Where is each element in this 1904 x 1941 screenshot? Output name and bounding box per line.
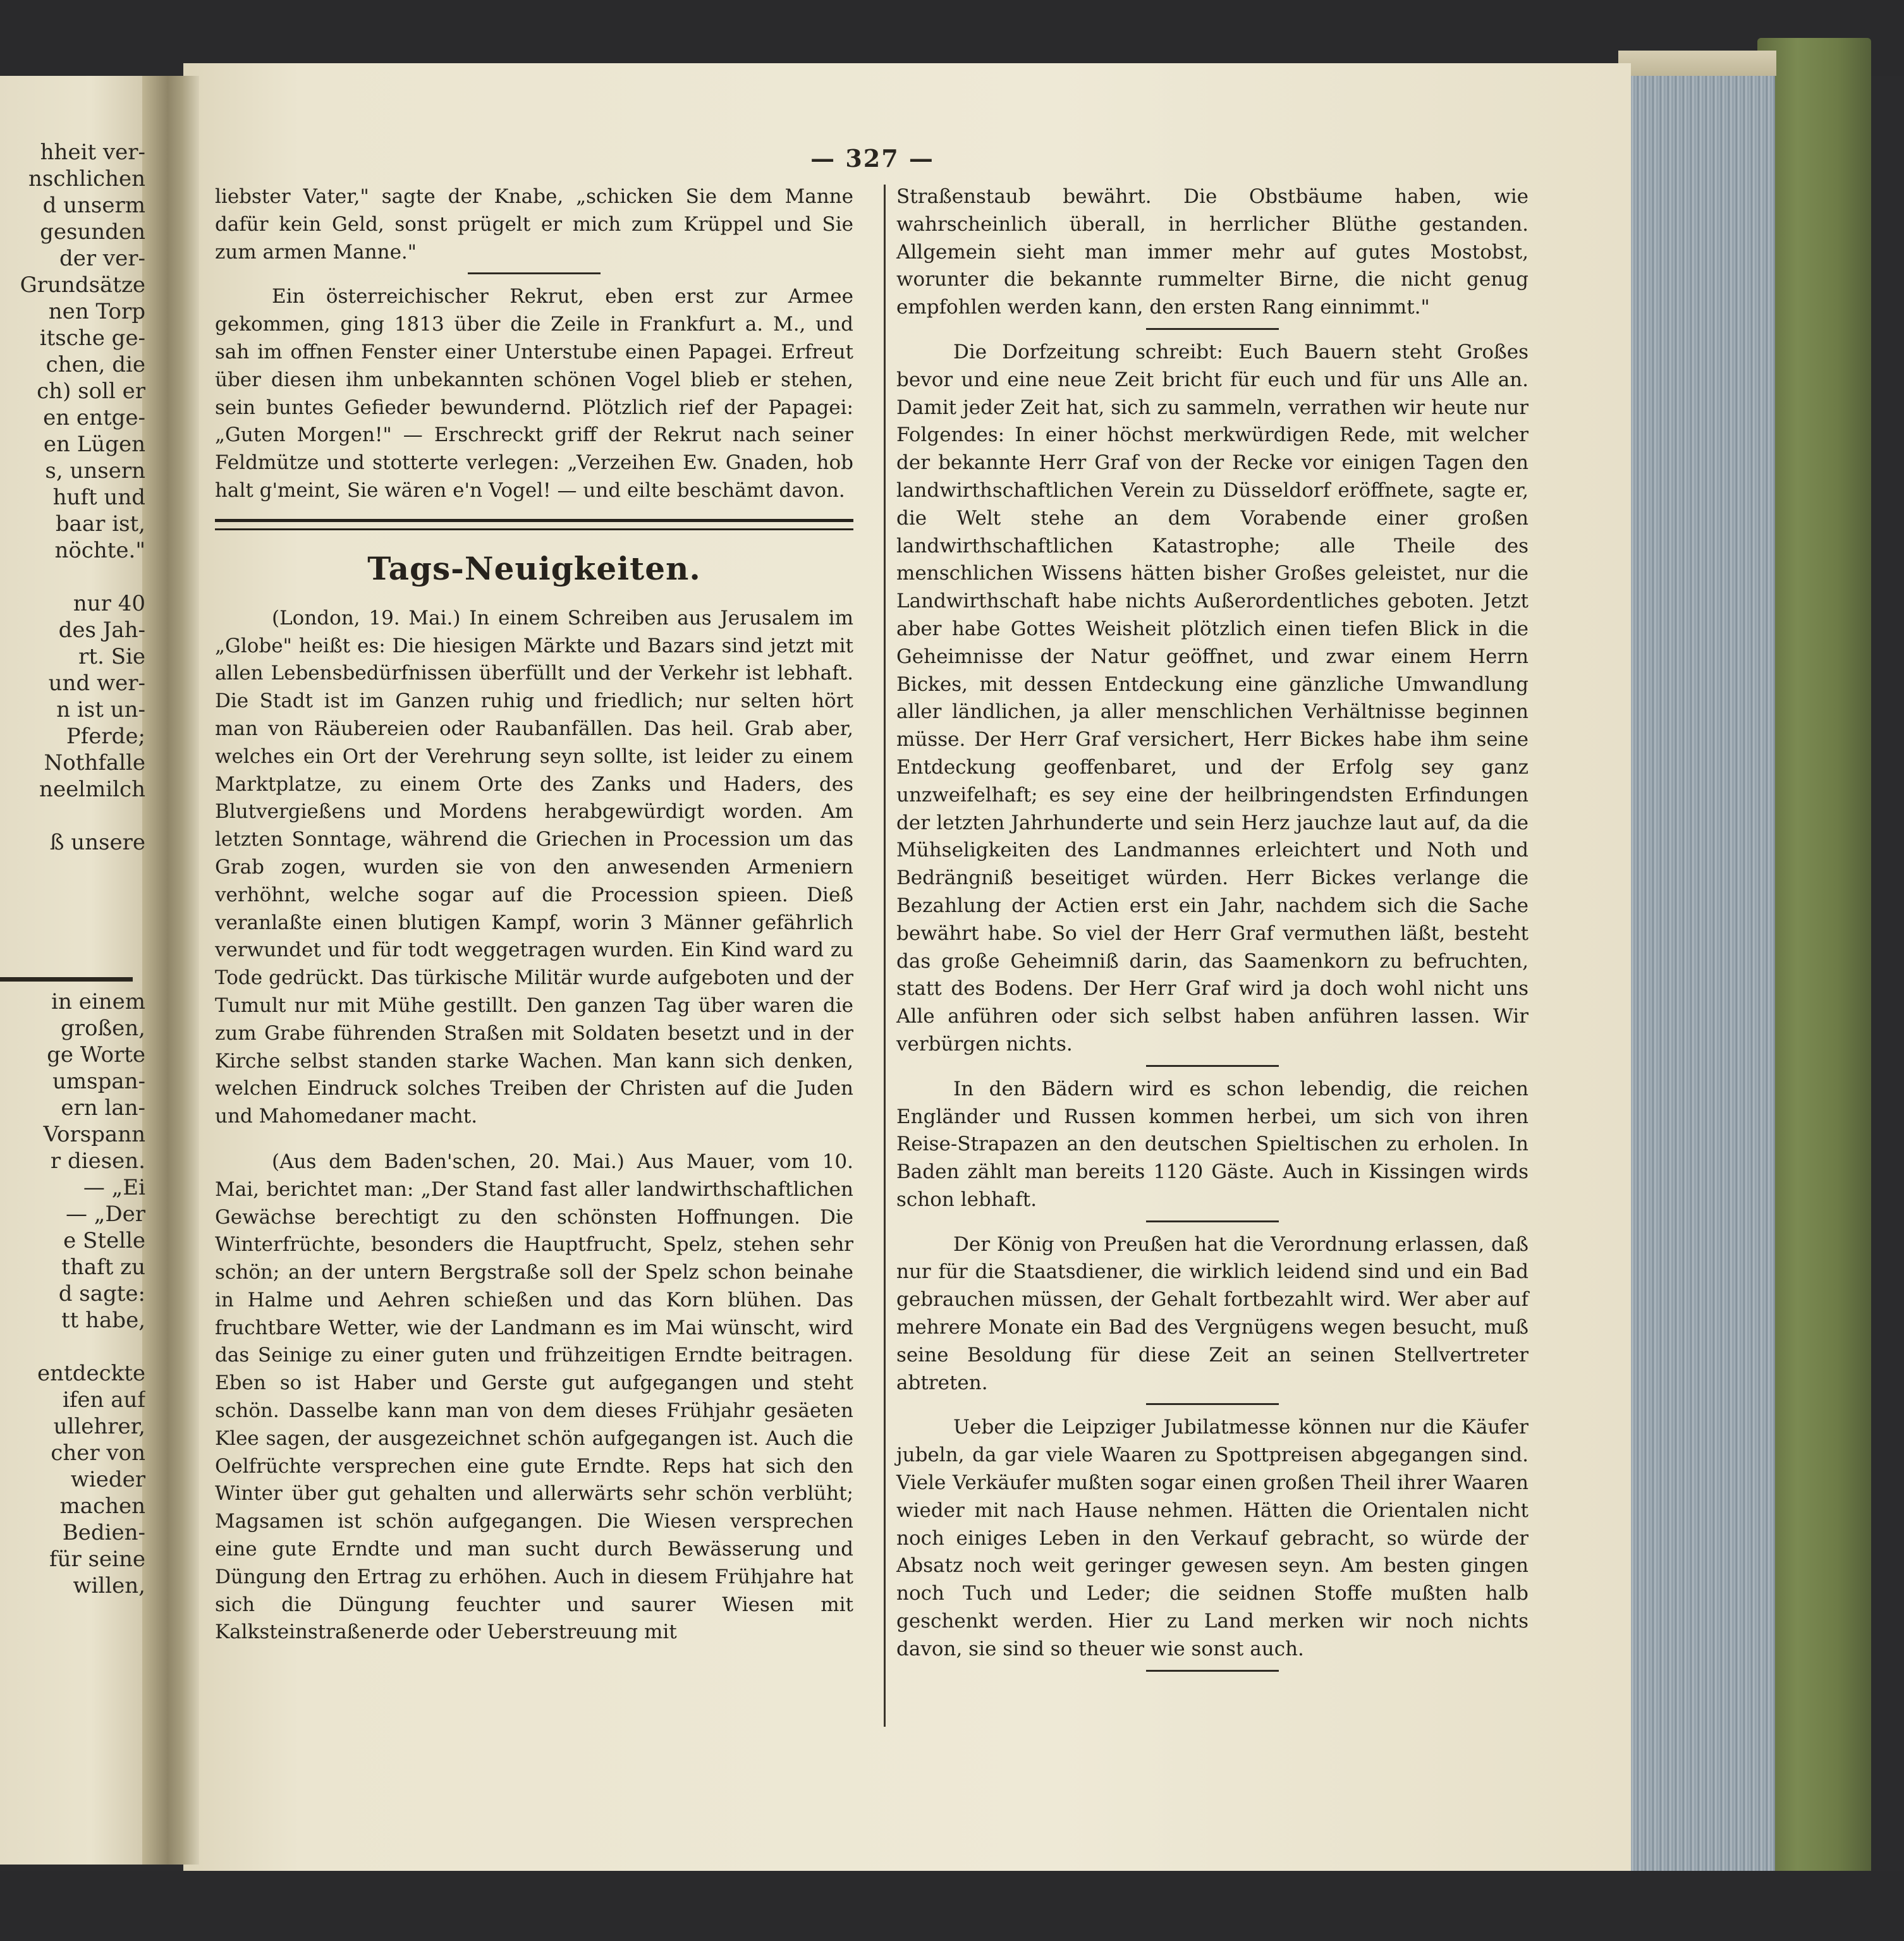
left-page-fragment-line: willen, [73,1573,145,1598]
scan-background-bottom [0,1871,1904,1941]
page-number: — 327 — [810,144,934,173]
left-page-fragment-line: großen, [60,1016,145,1041]
left-page-fragment-line: s, unsern [45,458,145,484]
left-page-fragment-line: in einem [51,989,145,1014]
paragraph-preussen: Der König von Preußen hat die Verordnung erlassen, daß nur für die Staatsdiener, die wirklich leidend sind und ein Bad gebrauchen müssen, der Gehalt fortbezahlt wird. Wer aber auf mehrere Monate ein Bad des Vergnügens wegen besucht, muß seine Besoldung für diese Zeit an seinen Stellvertreter abtreten. [896,1232,1529,1394]
left-page-fragment-line: machen [59,1494,145,1519]
paragraph-strassenstaub: Straßenstaub bewährt. Die Obstbäume haben, wie wahrscheinlich überall, in herrlicher Blüthe gestanden. Allgemein sieht man immer mehr auf gutes Mostobst, worunter die bekannte rummelter Birne, die nicht genug empfohlen werden kann, den ersten Rang einnimmt." [896,185,1529,319]
left-page-fragment-line: für seine [49,1547,145,1572]
paragraph-leipzig: Ueber die Leipziger Jubilatmesse können nur die Käufer jubeln, da gar viele Waaren zu Spottpreisen abgegangen sind. Viele Verkäufer mußten sogar einen großen Theil ihrer Waaren wieder mit nach Hause nehmen. Hätten die Orientalen nicht noch einiges Leben in den Verkauf gebracht, so würde der Absatz noch weit geringer gewesen seyn. Am besten gingen noch Tuch und Leder; die seidnen Stoffe mußten halb geschenkt werden. Hier zu Land merken wir noch nichts davon, sie sind so theuer wie sonst auch. [896,1416,1529,1660]
separator-rule [468,272,601,274]
section-double-rule [215,519,853,530]
left-page-fragment-line: ifen auf [62,1387,145,1413]
left-page-fragment-line: d sagte: [58,1281,145,1306]
left-page-text-fragments [0,139,145,1599]
left-page-rule [0,977,133,982]
book-page-edges [1625,51,1775,1877]
left-page-fragment-line: itsche ge- [39,326,145,351]
left-page-fragment-line: r diesen. [50,1148,145,1174]
separator-rule [1146,1065,1279,1067]
left-page-fragment-line: nen Torp [48,299,145,324]
left-page-fragment-line: tt habe, [61,1308,145,1333]
separator-rule [1146,328,1279,330]
section-title: Tags-Neuigkeiten. [367,549,701,587]
book-page-edges-top [1618,51,1776,76]
left-page-fragment-line: gesunden [40,219,145,245]
left-page-fragment-line: ern lan- [61,1095,145,1121]
left-page-fragment-line: nöchte." [54,538,145,563]
left-page-fragment-line: cher von [51,1440,145,1466]
left-page-fragment-line: Grundsätze [20,272,145,298]
left-page-fragment-line: en entge- [43,405,145,430]
separator-rule [1146,1670,1279,1672]
separator-rule [1146,1220,1279,1222]
left-page-fragment-line: d unserm [42,193,145,218]
left-page-fragment-line: rt. Sie [78,644,145,669]
left-page-fragment-line: neelmilch [39,777,145,802]
left-page-fragment-line [0,882,145,909]
left-page-fragment-line: ge Worte [47,1042,145,1068]
left-page-fragment-line [0,935,145,962]
book-gutter [142,76,199,1865]
left-page-fragment-line: ch) soll er [37,379,145,404]
paragraph-gap [215,1131,853,1148]
left-page-fragment-line: und wer- [48,671,145,696]
left-page-fragment-line: der ver- [59,246,145,271]
left-page-fragment-line: Pferde; [66,724,145,749]
right-column [896,183,1529,1681]
left-page-fragment-line: Nothfalle [44,750,145,776]
left-page-fragment-line: chen, die [46,352,145,377]
left-column [215,183,853,1646]
left-page-fragment-line: thaft zu [61,1255,145,1280]
left-page-fragment-line: — „Der [65,1202,145,1227]
left-page-fragment-line: nschlichen [28,166,145,192]
left-page-fragment-line: baar ist, [55,511,145,537]
left-page-fragment-line: des Jah- [58,618,145,643]
left-page-fragment-line [0,856,145,882]
left-page-fragment-line: wieder [70,1467,145,1492]
left-page-fragment-line: en Lügen [43,432,145,457]
left-page-fragment-line: Bedien- [62,1520,145,1545]
left-page-fragment-line: ullehrer, [53,1414,145,1439]
left-page-fragment-line: entdeckte [37,1361,145,1386]
left-page-fragment-line: e Stelle [63,1228,145,1253]
left-page-fragment-line: hheit ver- [40,140,145,165]
left-page-fragment-line: n ist un- [56,697,145,722]
left-page-fragment-line: huft und [52,485,145,510]
left-page-fragment-line: — „Ei [83,1175,145,1200]
column-separator [884,185,886,1727]
paragraph-knabe: liebster Vater," sagte der Knabe, „schicken Sie dem Manne dafür kein Geld, sonst prügelt er mich zum Krüppel und Sie zum armen Manne." [215,185,853,264]
left-page-fragment-line: Vorspann [43,1122,145,1147]
left-page-fragment-line [0,564,145,590]
paragraph-baeder: In den Bädern wird es schon lebendig, die reichen Engländer und Russen kommen herbei, um sich von ihren Reise-Strapazen an den deutschen Spieltischen zu erholen. In Baden zählt man bereits 1120 Gäste. Auch in Kissingen wirds schon lebhaft. [896,1077,1529,1211]
left-page-fragment-line: umspan- [52,1069,145,1094]
paragraph-dorfzeitung: Die Dorfzeitung schreibt: Euch Bauern steht Großes bevor und eine neue Zeit bricht für euch und für uns Alle an. Damit jeder Zeit hat, sich zu sammeln, verrathen wir heute nur Folgendes: In einer höchst merkwürdigen Rede, mit welcher der bekannte Herr Graf von der Recke vor einigen Tagen den landwirthschaftlichen Verein zu Düsseldorf eröffnete, sagte er, die Welt stehe an dem Vorabende einer großen landwirthschaftlichen Katastrophe; alle Theile des menschlichen Wissens hätten bisher Großes geleistet, nur die Landwirthschaft habe nichts Außerordentliches geboten. Jetzt aber habe Gottes Weisheit plötzlich einen tiefen Blick in die Geheimnisse der Natur geöffnet, und zwar einem Herrn Bickes, mit dessen Entdeckung eine gänzliche Umwandlung aller ländlichen, ja aller menschlichen Verhältnisse beginnen müsse. Der Herr Graf versichert, Herr Bickes habe ihm seine Entdeckung geoffenbaret, und der Erfolg sey ganz unzweifelhaft; es sey eine der heilbringendsten Erfindungen der letzten Jahrhunderte und sein Herz jauchze laut auf, da die Mühseligkeiten des Landmannes erleichtert und Noth und Bedrängniß beseitiget würden. Herr Bickes verlange die Bezahlung der Actien erst ein Jahr, nachdem sich die Sache bewährt habe. So viel der Herr Graf vermuthen läßt, besteht das große Geheimniß darin, das Saamenkorn zu befruchten, statt des Bodens. Der Herr Graf wird ja doch wohl nicht uns Alle anführen oder sich selbst haben anführen lassen. Wir verbürgen nichts. [896,340,1529,1056]
separator-rule [1146,1403,1279,1405]
left-page-fragment-line [0,909,145,935]
left-page-fragment-line [0,803,145,829]
left-page-fragment-line [0,962,145,989]
left-page-fragment-line [0,1334,145,1360]
paragraph-london: (London, 19. Mai.) In einem Schreiben aus Jerusalem im „Globe" heißt es: Die hiesigen Märkte und Bazars sind jetzt mit allen Lebensbedürfnissen überfüllt und der Verkehr ist lebhaft. Die Stadt ist im Ganzen ruhig und friedlich; nur selten hört man von Räubereien oder Raubanfällen. Das heil. Grab aber, welches ein Ort der Verehrung seyn sollte, ist leider zu einem Marktplatze, zu einem Orte des Zanks und Haders, des Blutvergießens und Mordens herabgewürdigt worden. Am letzten Sonntage, während die Griechen in Procession um das Grab zogen, wurden sie von den anwesenden Armeniern verhöhnt, welche sogar auf die Procession spieen. Dieß veranlaßte einen blutigen Kampf, worin 3 Männer gefährlich verwundet und für todt weggetragen wurden. Ein Kind ward zu Tode gedrückt. Das türkische Militär wurde aufgeboten und der Tumult nur mit Mühe gestillt. Den ganzen Tag über waren die zum Grabe führenden Straßen mit Soldaten besetzt und in der Kirche selbst standen starke Wachen. Man kann sich denken, welchen Eindruck solches Treiben der Christen auf die Juden und Mahomedaner macht. [215,606,853,1128]
left-page-fragment-line: nur 40 [73,591,145,616]
left-page-fragment-line: ß unsere [49,830,145,855]
paragraph-baden: (Aus dem Baden'schen, 20. Mai.) Aus Mauer, vom 10. Mai, berichtet man: „Der Stand fast aller landwirthschaftlichen Gewächse berechtigt zu den schönsten Hoffnungen. Die Winterfrüchte, besonders die Hauptfrucht, Spelz, stehen sehr schön; an der untern Bergstraße soll der Spelz schon beinahe in Halme und Aehren schießen und das Korn blühen. Das fruchtbare Wetter, wie der Landmann es im Mai wünscht, wird das Seinige zu einer guten und frühzeitigen Erndte beitragen. Eben so ist Haber und Gerste gut aufgegangen und steht schön. Dasselbe kann man von dem dieses Frühjahr gesäeten Klee sagen, der ausgezeichnet schön aufgegangen ist. Auch die Oelfrüchte versprechen eine gute Erndte. Reps hat sich den Winter über gut gehalten und allerwärts sehr schön verblüht; Magsamen ist schön aufgegangen. Die Wiesen versprechen eine gute Erndte und man sucht durch Bewässerung und Düngung den Ertrag zu erhöhen. Auch in diesem Frühjahre hat sich die Düngung feuchter und saurer Wiesen mit Kalksteinstraßenerde oder Ueberstreuung mit [215,1150,853,1644]
paragraph-rekrut: Ein österreichischer Rekrut, eben erst zur Armee gekommen, ging 1813 über die Zeile in Frankfurt a. M., und sah im offnen Fenster einer Unterstube einen Papagei. Erfreut über diesen ihm unbekannten schönen Vogel blieb er stehen, sein buntes Gefieder bewundernd. Plötzlich rief der Papagei: „Guten Morgen!" — Erschreckt griff der Rekrut nach seiner Feldmütze und stotterte verlegen: „Verzeihen Ew. Gnaden, hob halt g'meint, Sie wären e'n Vogel! — und eilte beschämt davon. [215,285,853,502]
